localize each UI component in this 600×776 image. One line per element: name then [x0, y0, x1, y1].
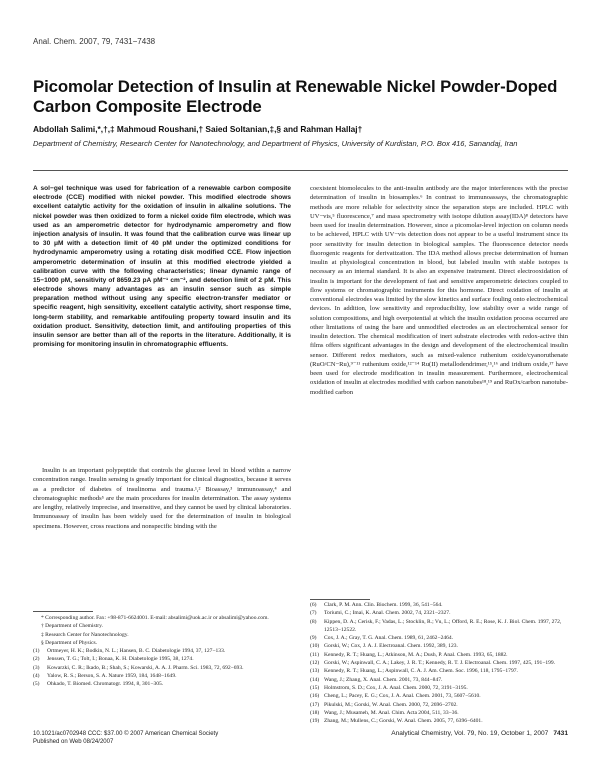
reference: [310, 659, 568, 667]
reference-number: (11): [310, 651, 320, 658]
affiliation: Department of Chemistry, Research Center for Nanotechnology, and Department of Physics, University of Kurdistan, P.O. Box 416, Sanandaj, Iran: [33, 139, 518, 148]
footnote-number: (4): [33, 673, 40, 680]
reference-text: Zhang, M.; Mullens, C.; Gorski, W. Anal. Chem. 2005, 77, 6396−6401.: [324, 718, 483, 725]
reference: [310, 684, 568, 692]
reference-number: (8): [310, 618, 317, 625]
reference: [310, 667, 568, 675]
footnote-text: * Corresponding author. Fax: +98-871-6624001. E-mail: absalimi@uok.ac.ir or absalimi@yahoo.com.: [41, 615, 269, 621]
footnote-text: † Department of Chemistry.: [41, 623, 103, 630]
footnote: [33, 655, 291, 663]
reference-text: Clark, P. M. Ann. Clin. Biochem. 1999, 36, 541−564.: [324, 602, 443, 608]
reference-number: (16): [310, 693, 320, 700]
reference-number: (13): [310, 668, 320, 675]
author-list: Abdollah Salimi,*,†,‡ Mahmoud Roushani,† Saied Soltanian,‡,§ and Rahman Hallaj†: [33, 124, 363, 134]
footnote: [33, 664, 291, 672]
header-divider: [33, 170, 568, 171]
reference: [310, 651, 568, 659]
reference: [310, 692, 568, 700]
reference-text: Wang, J.; Zhang, X. Anal. Chem. 2001, 73, 844−847.: [324, 676, 443, 683]
reference: [310, 618, 568, 635]
footnote-text: § Department of Physics.: [41, 639, 98, 646]
footnote-text: Ohkado, T. Biomed. Chromatogr. 1994, 8, 301−305.: [47, 681, 164, 688]
reference-text: Cheng, L.; Pacey, E. G.; Cox, J. A. Anal. Chem. 2001, 73, 5607−5610.: [324, 693, 481, 700]
reference-text: Kennedy, R. T.; Huang, L.; Aspinwall, C. A. J. Am. Chem. Soc. 1996, 118, 1795−1797.: [324, 668, 518, 675]
introduction-right-column: coexistent biomolecules to the anti-insulin antibody are the major interferences with the precise determination of insulin in biosamples.⁶ In contrast to immunoassays, the chromatographic methods are more reliable for selectivity since the separation steps are included. HPLC with UV−vis,⁵ fluorescence,⁷ and mass spectrometry with isotope dilution assay(IDA)⁸ detectors have been used for insulin determination. However, since a picomolar-level injection on column needs to be achieved, HPLC with UV−vis detection does not appear to be a useful instrument since its poor sensitivity for insulin detection in biological samples. The fluorescence detector needs fluorogenic reagents for derivatization. The IDA method allows precise determination of human insulin at physiological concentration in blood, but labeled insulin with stable isotopes is necessary as an internal standard. It is also an expensive instrument. Direct electrooxidation of insulin is important for the development of fast and sensitive amperometric detectors coupled to flow systems or chromatographic instruments for this hormone. Direct oxidation of insulin at conventional electrodes was limited by the slow kinetics and surface fouling onto electrochemical devices. In addition, low sensitivity and reproducibility, low stability over a wide range of solution compositions, and high overpotential at which the insulin oxidation process occurred are other limitations of using the bare and unmodified electrodes as an electrochemical sensor for insulin detection. The chemical modification of inert substrate electrodes with redox-active thin films offers significant advantages in the design and development of the electrochemical insulin sensor. Different redox mediators, such as mixed-valence ruthenium oxide/cyanoruthenate (RuO/CN−Ru),⁹⁻¹¹ ruthenium oxide,¹²⁻¹⁴ Ru(II) metallodendrimer,¹⁵,¹⁶ and iridium oxide,¹⁷ have been used for electrode modification in insulin measurement. Furthermore, electrochemical oxidation of insulin at electrodes modified with carbon nanotubes¹⁸,¹⁹ and RuOx/carbon nanotube-modified carbon: [310, 185, 568, 396]
footnote-number: (2): [33, 656, 40, 663]
reference-text: Gorski, W.; Aspinwall, C. A.; Lakey, J. R. T.; Kennedy, R. T. J. Electroanal. Chem. 1997, 425, 191−199.: [324, 660, 556, 667]
reference-text: Kippen, D. A.; Cerisk, F.; Vadas, L.; Stocklin, R.; Vu, L.; Offord, R. E.; Rose, K. J. Biol. Chem. 1997, 272, 12513−12522.: [324, 618, 562, 633]
footnote-divider-right: [310, 599, 370, 600]
references-right: [310, 601, 568, 725]
reference-text: Wang, J.; Musameh, M. Anal. Chim. Acta 2004, 511, 33−36.: [324, 709, 459, 716]
reference-number: (6): [310, 602, 317, 608]
reference: [310, 601, 568, 609]
footnote: [33, 614, 291, 622]
doi-line: 10.1021/ac0702948 CCC: $37.00 © 2007 American Chemical Society: [33, 731, 219, 737]
footnote-number: (3): [33, 664, 40, 671]
reference: [310, 634, 568, 642]
reference-number: (18): [310, 709, 320, 716]
footnote-text: ‡ Research Center for Nanotechnology.: [41, 631, 129, 638]
article-title: Picomolar Detection of Insulin at Renewable Nickel Powder-Doped Carbon Composite Electrode: [33, 77, 558, 116]
reference-number: (14): [310, 676, 320, 683]
published-date-line: Published on Web 08/24/2007: [33, 739, 114, 746]
journal-citation: Anal. Chem. 2007, 79, 7431−7438: [33, 37, 156, 46]
footnote-number: (1): [33, 648, 40, 655]
reference-text: Holmstrom, S. D.; Cox, J. A. Anal. Chem. 2000, 72, 3191−3195.: [324, 684, 468, 691]
page-number: 7431: [553, 730, 568, 737]
footnote-text: Jenssen, T. G.; Tolt, I.; Bonaa, K. H. Diabetologie 1995, 38, 1274.: [47, 656, 194, 663]
footnote-text: Ortmeyer, H. K.; Bodkin, N. L.; Hansen, B. C. Diabetologie 1994, 37, 127−133.: [47, 648, 226, 655]
footnote-text: Kowarzki, C. R.; Ikado, B.; Shah, S.; Kowarski, A. A. J. Pharm. Sci. 1983, 72, 692−693.: [47, 664, 244, 671]
footnote: [33, 680, 291, 688]
footnote: [33, 631, 291, 639]
reference-number: (9): [310, 635, 317, 642]
footnote: [33, 639, 291, 647]
reference: [310, 701, 568, 709]
footnote-divider-left: [33, 611, 93, 612]
reference-number: (10): [310, 643, 320, 650]
reference-number: (15): [310, 684, 320, 691]
reference-text: Cox, J. A.; Gray, T. G. Anal. Chem. 1989, 61, 2462−2464.: [324, 635, 454, 642]
reference-text: Gorski, W.; Cox, J. A. J. Electroanal. Chem. 1992, 389, 123.: [324, 643, 458, 650]
introduction-left-column: Insulin is an important polypeptide that controls the glucose level in blood within a narrow concentration range. Insulin sensing is greatly important for clinical diagnostics, because it serves as a predictor of diabetes of insulinoma and trauma.¹,² Bioassay,³ immunoassay,⁴ and chromatographic methods⁵ are the main procedures for insulin determination. The assay systems are lengthy, relatively imprecise, and insensitive, and they cannot be used by clinical laboratories. Immunoassay of insulin has been widely used for the determination of insulin in biological specimens. However, cross reactions and nonspecific binding with the: [33, 467, 291, 530]
footnote: [33, 647, 291, 655]
running-footer: [380, 730, 568, 737]
reference: [310, 709, 568, 717]
reference: [310, 609, 568, 617]
reference-number: (7): [310, 610, 317, 617]
footnote: [33, 622, 291, 630]
reference-number: (19): [310, 718, 320, 725]
reference: [310, 717, 568, 725]
footnotes-left: [33, 614, 291, 689]
reference: [310, 676, 568, 684]
journal-issue-line: Analytical Chemistry, Vol. 79, No. 19, October 1, 2007: [391, 730, 549, 737]
reference-number: (17): [310, 701, 320, 708]
footnote-number: (5): [33, 681, 40, 688]
reference: [310, 642, 568, 650]
abstract: A sol−gel technique was used for fabrication of a renewable carbon composite electrode (CCE) modified with nickel powder. This modified electrode shows excellent catalytic activity for the oxidation of insulin in alkaline solutions. The nickel powder was then oxidized to form a nickel oxide film electrode, which was used as an amperometric detector for hydrodynamic amperometry and flow injection analysis of insulin. It was found that the calibration curve was linear up to 30 μM with a detection limit of 40 pM under the optimized conditions for hydrodynamic amperometry using a rotating disk modified CCE. Flow injection amperometric determination of insulin at this modified electrode yielded a calibration curve with the following characteristics; linear dynamic range of 15−1000 pM, sensitivity of 8659.23 pA pM⁻¹ cm⁻², and detection limit of 2 pM. This electrode shows many advantages as an insulin sensor such as simple preparation method without using any specific electron-transfer mediator or specific reagent, high sensitivity, excellent catalytic activity, short response time, long-term stability, and remarkable antifouling property toward insulin and its oxidation product. Sensitivity, detection limit, and antifouling properties of this insulin sensor are better than all of the reports in the literature. Additionally, it is promising for monitoring insulin in chromatographic effluents.: [33, 185, 291, 349]
reference-text: Pikulski, M.; Gorski, W. Anal. Chem. 2000, 72, 2696−2702.: [324, 701, 458, 708]
reference-number: (12): [310, 660, 320, 667]
reference-text: Toriumi, C.; Imai, K. Anal. Chem. 2002, 74, 2321−2327.: [324, 610, 451, 617]
footnote: [33, 672, 291, 680]
reference-text: Kennedy, R. T.; Huang, L.; Atkinson, M. A.; Dush, P. Anal. Chem. 1993, 65, 1882.: [324, 651, 508, 658]
footnote-text: Yalow, R. S.; Berson, S. A. Nature 1959, 184, 1648−1649.: [47, 673, 177, 680]
publication-info: [33, 730, 218, 746]
